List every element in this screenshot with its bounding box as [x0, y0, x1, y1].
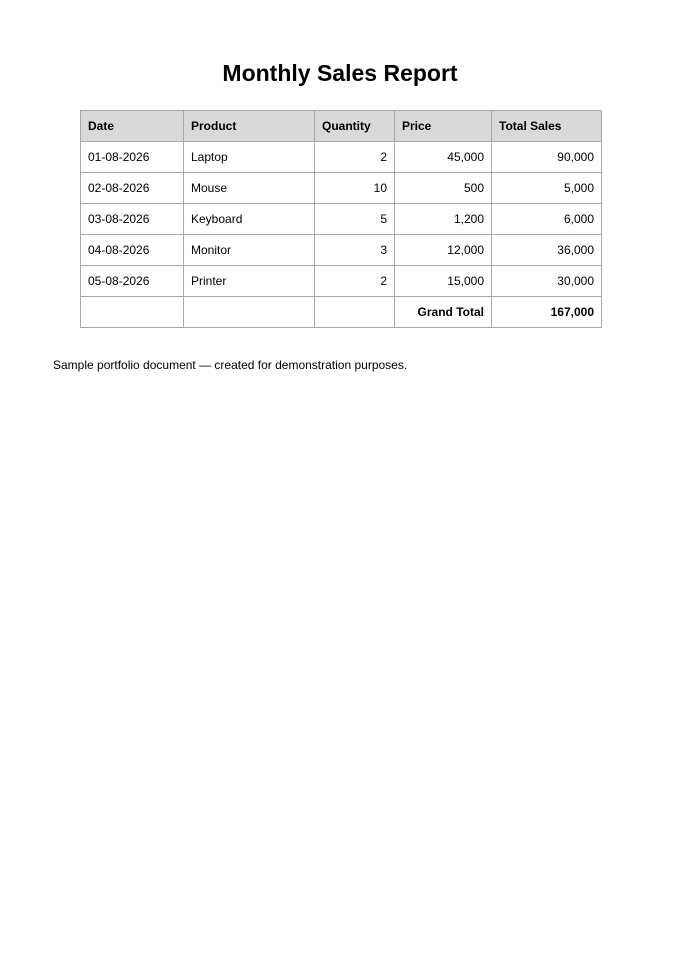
cell-product: Printer [184, 266, 315, 297]
cell-date: 02-08-2026 [81, 173, 184, 204]
cell-price: 15,000 [395, 266, 492, 297]
cell-date: 04-08-2026 [81, 235, 184, 266]
footnote: Sample portfolio document — created for demonstration purposes. [53, 358, 408, 372]
table-row [81, 266, 602, 297]
cell-price: 500 [395, 173, 492, 204]
cell-date: 05-08-2026 [81, 266, 184, 297]
empty-cell [315, 297, 395, 328]
header-date: Date [81, 111, 184, 142]
header-product: Product [184, 111, 315, 142]
cell-product: Mouse [184, 173, 315, 204]
table-row [81, 173, 602, 204]
cell-quantity: 2 [315, 266, 395, 297]
page-title: Monthly Sales Report [222, 60, 458, 86]
cell-total-sales: 30,000 [492, 266, 602, 297]
grand-total-label: Grand Total [395, 297, 492, 328]
empty-cell [184, 297, 315, 328]
grand-total-row [81, 297, 602, 328]
cell-quantity: 3 [315, 235, 395, 266]
table-row [81, 142, 602, 173]
cell-price: 12,000 [395, 235, 492, 266]
cell-total-sales: 5,000 [492, 173, 602, 204]
table-row [81, 235, 602, 266]
cell-quantity: 10 [315, 173, 395, 204]
sales-table [80, 110, 602, 328]
cell-total-sales: 90,000 [492, 142, 602, 173]
table-row [81, 204, 602, 235]
cell-total-sales: 6,000 [492, 204, 602, 235]
cell-quantity: 2 [315, 142, 395, 173]
cell-date: 01-08-2026 [81, 142, 184, 173]
grand-total-value: 167,000 [492, 297, 602, 328]
cell-quantity: 5 [315, 204, 395, 235]
header-quantity: Quantity [315, 111, 395, 142]
cell-date: 03-08-2026 [81, 204, 184, 235]
header-total-sales: Total Sales [492, 111, 602, 142]
cell-price: 45,000 [395, 142, 492, 173]
cell-price: 1,200 [395, 204, 492, 235]
cell-product: Keyboard [184, 204, 315, 235]
cell-product: Laptop [184, 142, 315, 173]
empty-cell [81, 297, 184, 328]
cell-product: Monitor [184, 235, 315, 266]
cell-total-sales: 36,000 [492, 235, 602, 266]
header-price: Price [395, 111, 492, 142]
table-header-row [81, 111, 602, 142]
